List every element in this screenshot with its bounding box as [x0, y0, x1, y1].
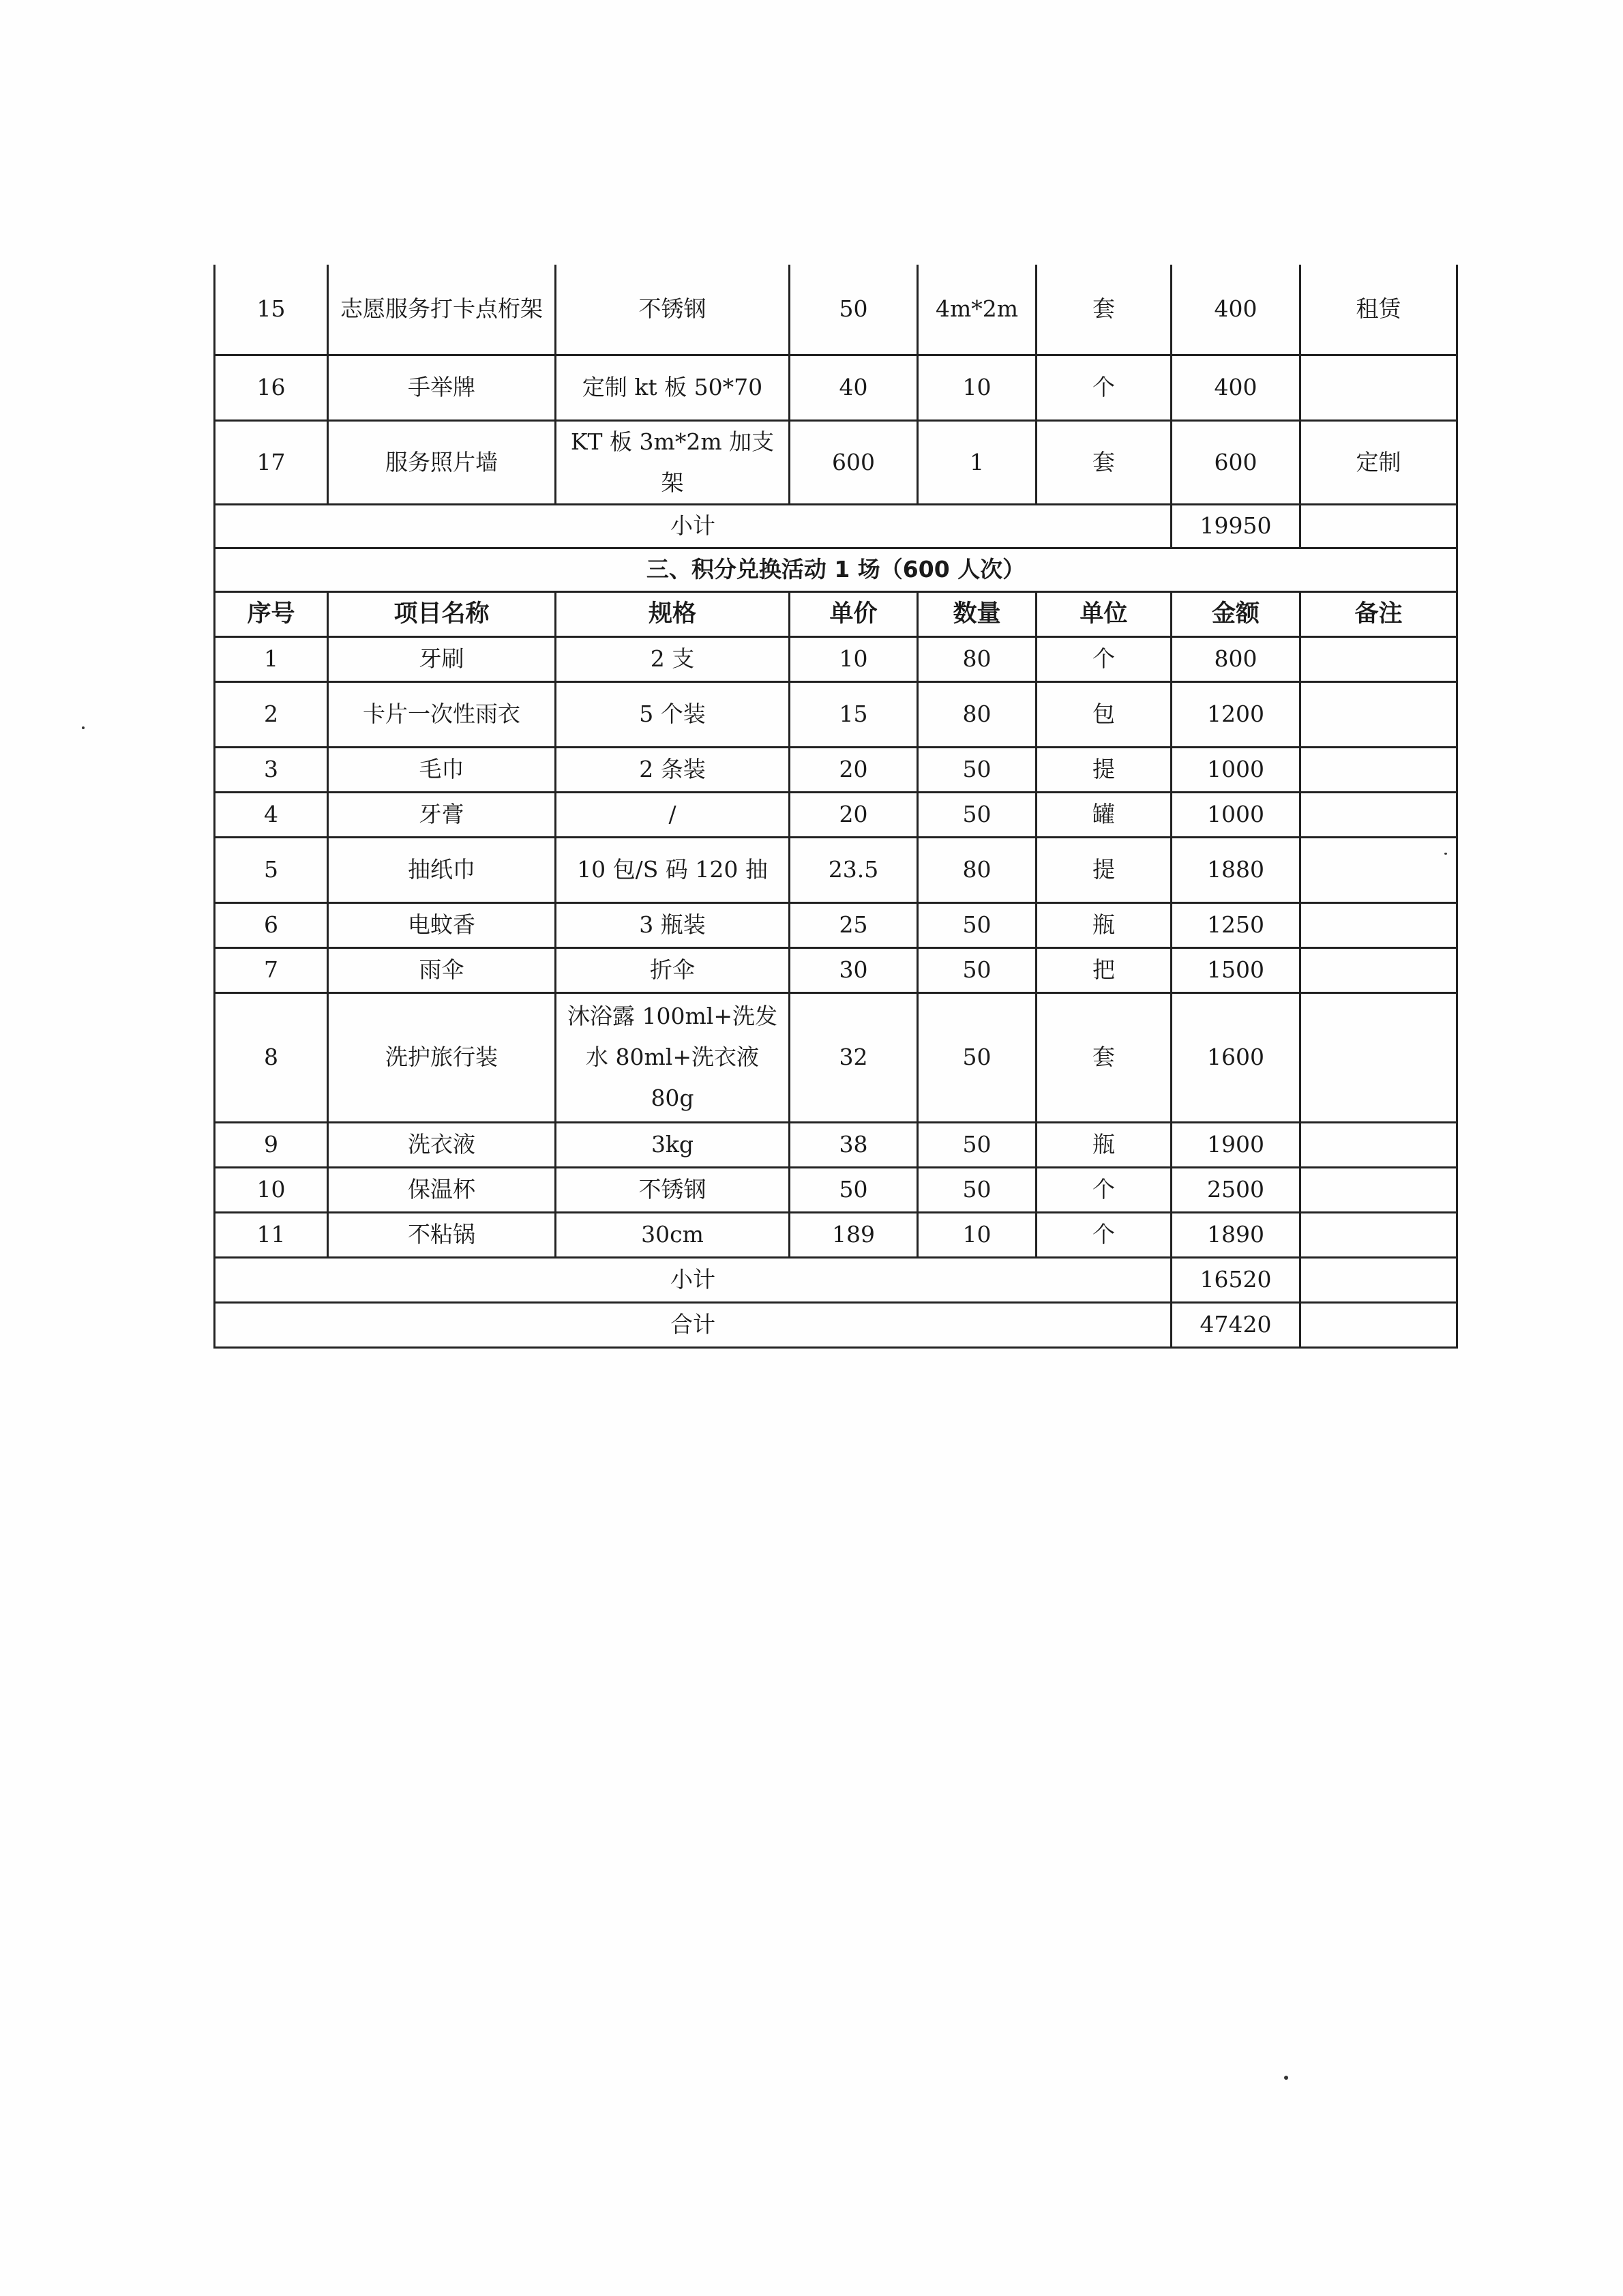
row-price: 25	[790, 902, 918, 947]
row-unit: 个	[1037, 636, 1172, 681]
row-qty: 1	[918, 420, 1037, 504]
subtotal-amount: 19950	[1172, 504, 1300, 548]
row-spec: 3 瓶装	[556, 902, 790, 947]
row-amount: 400	[1172, 355, 1300, 420]
header-amount: 金额	[1172, 591, 1300, 636]
row-no: 1	[215, 636, 328, 681]
row-amount: 1600	[1172, 992, 1300, 1122]
table-row	[215, 992, 1457, 1122]
row-no: 16	[215, 355, 328, 420]
row-unit: 罐	[1037, 792, 1172, 837]
row-qty: 10	[918, 1212, 1037, 1257]
row-name: 洗护旅行装	[328, 992, 556, 1122]
table-row	[215, 747, 1457, 792]
row-note	[1300, 902, 1457, 947]
subtotal-note	[1300, 1257, 1457, 1302]
row-name: 电蚊香	[328, 902, 556, 947]
row-price: 50	[790, 1167, 918, 1212]
scan-speck	[82, 726, 85, 729]
row-no: 6	[215, 902, 328, 947]
row-note: 定制	[1300, 420, 1457, 504]
row-amount: 800	[1172, 636, 1300, 681]
subtotal-note	[1300, 504, 1457, 548]
section-row	[215, 548, 1457, 591]
row-qty: 50	[918, 902, 1037, 947]
row-name: 服务照片墙	[328, 420, 556, 504]
row-qty: 50	[918, 747, 1037, 792]
row-amount: 1200	[1172, 681, 1300, 747]
row-spec: 2 支	[556, 636, 790, 681]
row-spec: 定制 kt 板 50*70	[556, 355, 790, 420]
row-note	[1300, 1167, 1457, 1212]
row-amount: 600	[1172, 420, 1300, 504]
header-name: 项目名称	[328, 591, 556, 636]
row-no: 8	[215, 992, 328, 1122]
row-unit: 提	[1037, 747, 1172, 792]
row-qty: 50	[918, 947, 1037, 992]
row-unit: 把	[1037, 947, 1172, 992]
row-unit: 瓶	[1037, 1122, 1172, 1167]
row-price: 40	[790, 355, 918, 420]
row-spec: 30cm	[556, 1212, 790, 1257]
row-price: 189	[790, 1212, 918, 1257]
row-unit: 提	[1037, 837, 1172, 902]
table-row	[215, 265, 1457, 355]
row-name: 雨伞	[328, 947, 556, 992]
subtotal-label: 小计	[215, 1257, 1172, 1302]
row-name: 手举牌	[328, 355, 556, 420]
table-row	[215, 681, 1457, 747]
header-note: 备注	[1300, 591, 1457, 636]
row-unit: 套	[1037, 265, 1172, 355]
table-row	[215, 1212, 1457, 1257]
table-row	[215, 1122, 1457, 1167]
row-note	[1300, 792, 1457, 837]
row-qty: 50	[918, 1167, 1037, 1212]
row-name: 抽纸巾	[328, 837, 556, 902]
row-amount: 400	[1172, 265, 1300, 355]
row-name: 志愿服务打卡点桁架	[328, 265, 556, 355]
total-label: 合计	[215, 1302, 1172, 1347]
row-name: 保温杯	[328, 1167, 556, 1212]
row-amount: 1880	[1172, 837, 1300, 902]
row-note	[1300, 681, 1457, 747]
row-price: 20	[790, 747, 918, 792]
scan-speck	[1284, 2076, 1288, 2080]
row-no: 9	[215, 1122, 328, 1167]
header-no: 序号	[215, 591, 328, 636]
subtotal-amount: 16520	[1172, 1257, 1300, 1302]
row-spec: 折伞	[556, 947, 790, 992]
row-amount: 1500	[1172, 947, 1300, 992]
row-no: 11	[215, 1212, 328, 1257]
row-qty: 10	[918, 355, 1037, 420]
row-note: 租赁	[1300, 265, 1457, 355]
row-qty: 80	[918, 837, 1037, 902]
subtotal-label: 小计	[215, 504, 1172, 548]
row-amount: 1000	[1172, 747, 1300, 792]
scan-speck	[1444, 853, 1447, 855]
section-title: 三、积分兑换活动 1 场（600 人次）	[215, 548, 1457, 591]
table-row	[215, 636, 1457, 681]
row-note	[1300, 992, 1457, 1122]
row-no: 4	[215, 792, 328, 837]
table-row	[215, 420, 1457, 504]
row-no: 5	[215, 837, 328, 902]
row-name: 毛巾	[328, 747, 556, 792]
row-spec: 10 包/S 码 120 抽	[556, 837, 790, 902]
row-spec: 2 条装	[556, 747, 790, 792]
row-spec: 5 个装	[556, 681, 790, 747]
row-spec: 不锈钢	[556, 1167, 790, 1212]
row-amount: 2500	[1172, 1167, 1300, 1212]
row-note	[1300, 355, 1457, 420]
subtotal-row	[215, 1257, 1457, 1302]
row-price: 30	[790, 947, 918, 992]
row-amount: 1000	[1172, 792, 1300, 837]
row-unit: 个	[1037, 1212, 1172, 1257]
row-spec: 不锈钢	[556, 265, 790, 355]
total-amount: 47420	[1172, 1302, 1300, 1347]
total-note	[1300, 1302, 1457, 1347]
row-qty: 50	[918, 992, 1037, 1122]
row-unit: 瓶	[1037, 902, 1172, 947]
table-row	[215, 1167, 1457, 1212]
row-note	[1300, 747, 1457, 792]
row-unit: 包	[1037, 681, 1172, 747]
row-qty: 80	[918, 681, 1037, 747]
header-qty: 数量	[918, 591, 1037, 636]
row-note	[1300, 947, 1457, 992]
subtotal-row	[215, 504, 1457, 548]
budget-table	[213, 265, 1458, 1349]
row-unit: 套	[1037, 420, 1172, 504]
row-name: 不粘锅	[328, 1212, 556, 1257]
row-spec: KT 板 3m*2m 加支架	[556, 420, 790, 504]
row-qty: 50	[918, 1122, 1037, 1167]
row-no: 10	[215, 1167, 328, 1212]
row-unit: 个	[1037, 355, 1172, 420]
row-price: 38	[790, 1122, 918, 1167]
row-price: 20	[790, 792, 918, 837]
row-note	[1300, 1212, 1457, 1257]
table-row	[215, 837, 1457, 902]
row-note	[1300, 636, 1457, 681]
row-no: 3	[215, 747, 328, 792]
row-unit: 个	[1037, 1167, 1172, 1212]
table-row	[215, 355, 1457, 420]
row-no: 17	[215, 420, 328, 504]
row-amount: 1900	[1172, 1122, 1300, 1167]
row-qty: 50	[918, 792, 1037, 837]
row-price: 600	[790, 420, 918, 504]
row-spec: /	[556, 792, 790, 837]
header-price: 单价	[790, 591, 918, 636]
row-price: 32	[790, 992, 918, 1122]
total-row	[215, 1302, 1457, 1347]
row-note	[1300, 837, 1457, 902]
row-no: 2	[215, 681, 328, 747]
row-name: 卡片一次性雨衣	[328, 681, 556, 747]
table-row	[215, 947, 1457, 992]
row-qty: 4m*2m	[918, 265, 1037, 355]
table-row	[215, 902, 1457, 947]
row-price: 50	[790, 265, 918, 355]
header-row	[215, 591, 1457, 636]
row-name: 洗衣液	[328, 1122, 556, 1167]
row-note	[1300, 1122, 1457, 1167]
row-name: 牙刷	[328, 636, 556, 681]
header-unit: 单位	[1037, 591, 1172, 636]
header-spec: 规格	[556, 591, 790, 636]
row-spec: 沐浴露 100ml+洗发水 80ml+洗衣液 80g	[556, 992, 790, 1122]
row-spec: 3kg	[556, 1122, 790, 1167]
row-unit: 套	[1037, 992, 1172, 1122]
row-price: 15	[790, 681, 918, 747]
row-price: 10	[790, 636, 918, 681]
row-price: 23.5	[790, 837, 918, 902]
row-qty: 80	[918, 636, 1037, 681]
table-row	[215, 792, 1457, 837]
row-amount: 1250	[1172, 902, 1300, 947]
row-no: 7	[215, 947, 328, 992]
row-no: 15	[215, 265, 328, 355]
row-amount: 1890	[1172, 1212, 1300, 1257]
row-name: 牙膏	[328, 792, 556, 837]
